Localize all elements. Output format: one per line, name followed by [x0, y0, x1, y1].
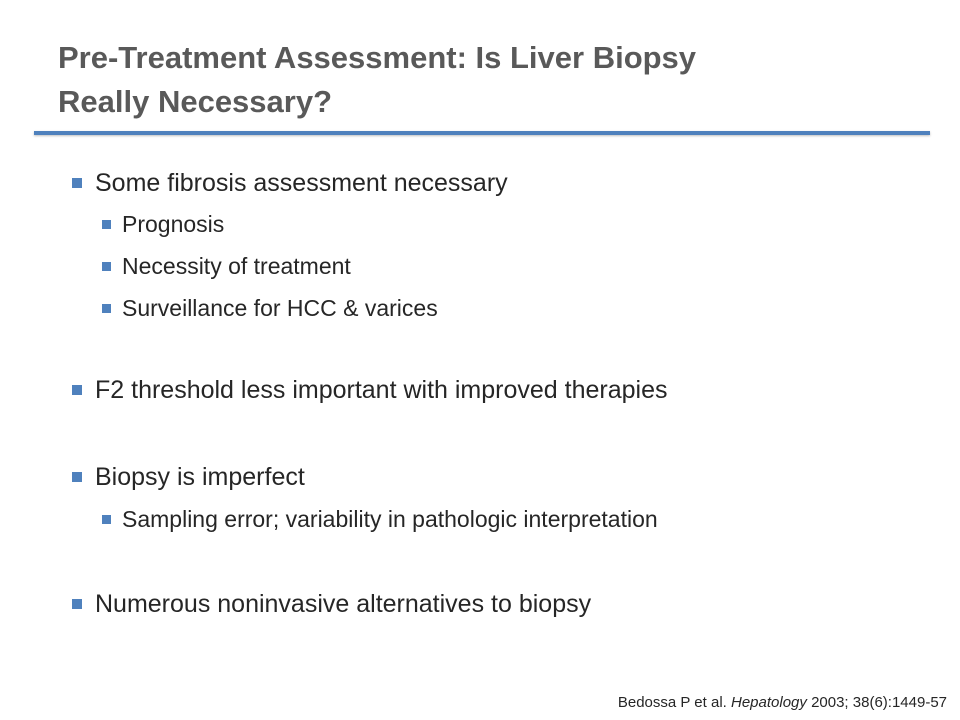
square-bullet-icon — [72, 472, 82, 482]
slide-title-line-2: Really Necessary? — [58, 84, 333, 119]
bullet-item — [72, 375, 668, 405]
sub-bullet-item — [102, 210, 224, 238]
square-bullet-icon — [102, 220, 111, 229]
square-bullet-icon — [102, 262, 111, 271]
square-bullet-icon — [72, 178, 82, 188]
square-bullet-icon — [102, 304, 111, 313]
bullet-item — [72, 462, 305, 492]
citation-journal: Hepatology — [731, 694, 807, 711]
bullet-text: Numerous noninvasive alternatives to biopsy — [95, 589, 592, 618]
sub-bullet-text: Surveillance for HCC & varices — [122, 294, 438, 321]
bullet-text: Some fibrosis assessment necessary — [95, 168, 508, 197]
square-bullet-icon — [72, 385, 82, 395]
square-bullet-icon — [72, 599, 82, 609]
sub-bullet-item — [102, 505, 658, 533]
sub-bullet-item — [102, 252, 351, 280]
sub-bullet-item — [102, 294, 438, 322]
sub-bullet-text: Prognosis — [122, 210, 225, 237]
bullet-item — [72, 589, 591, 619]
citation-authors: Bedossa P et al. — [617, 694, 727, 711]
citation — [618, 694, 947, 711]
bullet-text: F2 threshold less important with improved therapies — [95, 375, 668, 404]
bullet-text: Biopsy is imperfect — [95, 462, 305, 491]
sub-bullet-text: Necessity of treatment — [122, 252, 351, 279]
sub-bullet-text: Sampling error; variability in pathologic interpretation — [122, 505, 658, 532]
square-bullet-icon — [102, 515, 111, 524]
bullet-item — [72, 168, 508, 198]
citation-details: 2003; 38(6):1449-57 — [811, 694, 947, 711]
slide-title-line-1: Pre-Treatment Assessment: Is Liver Biopsy — [58, 40, 697, 75]
